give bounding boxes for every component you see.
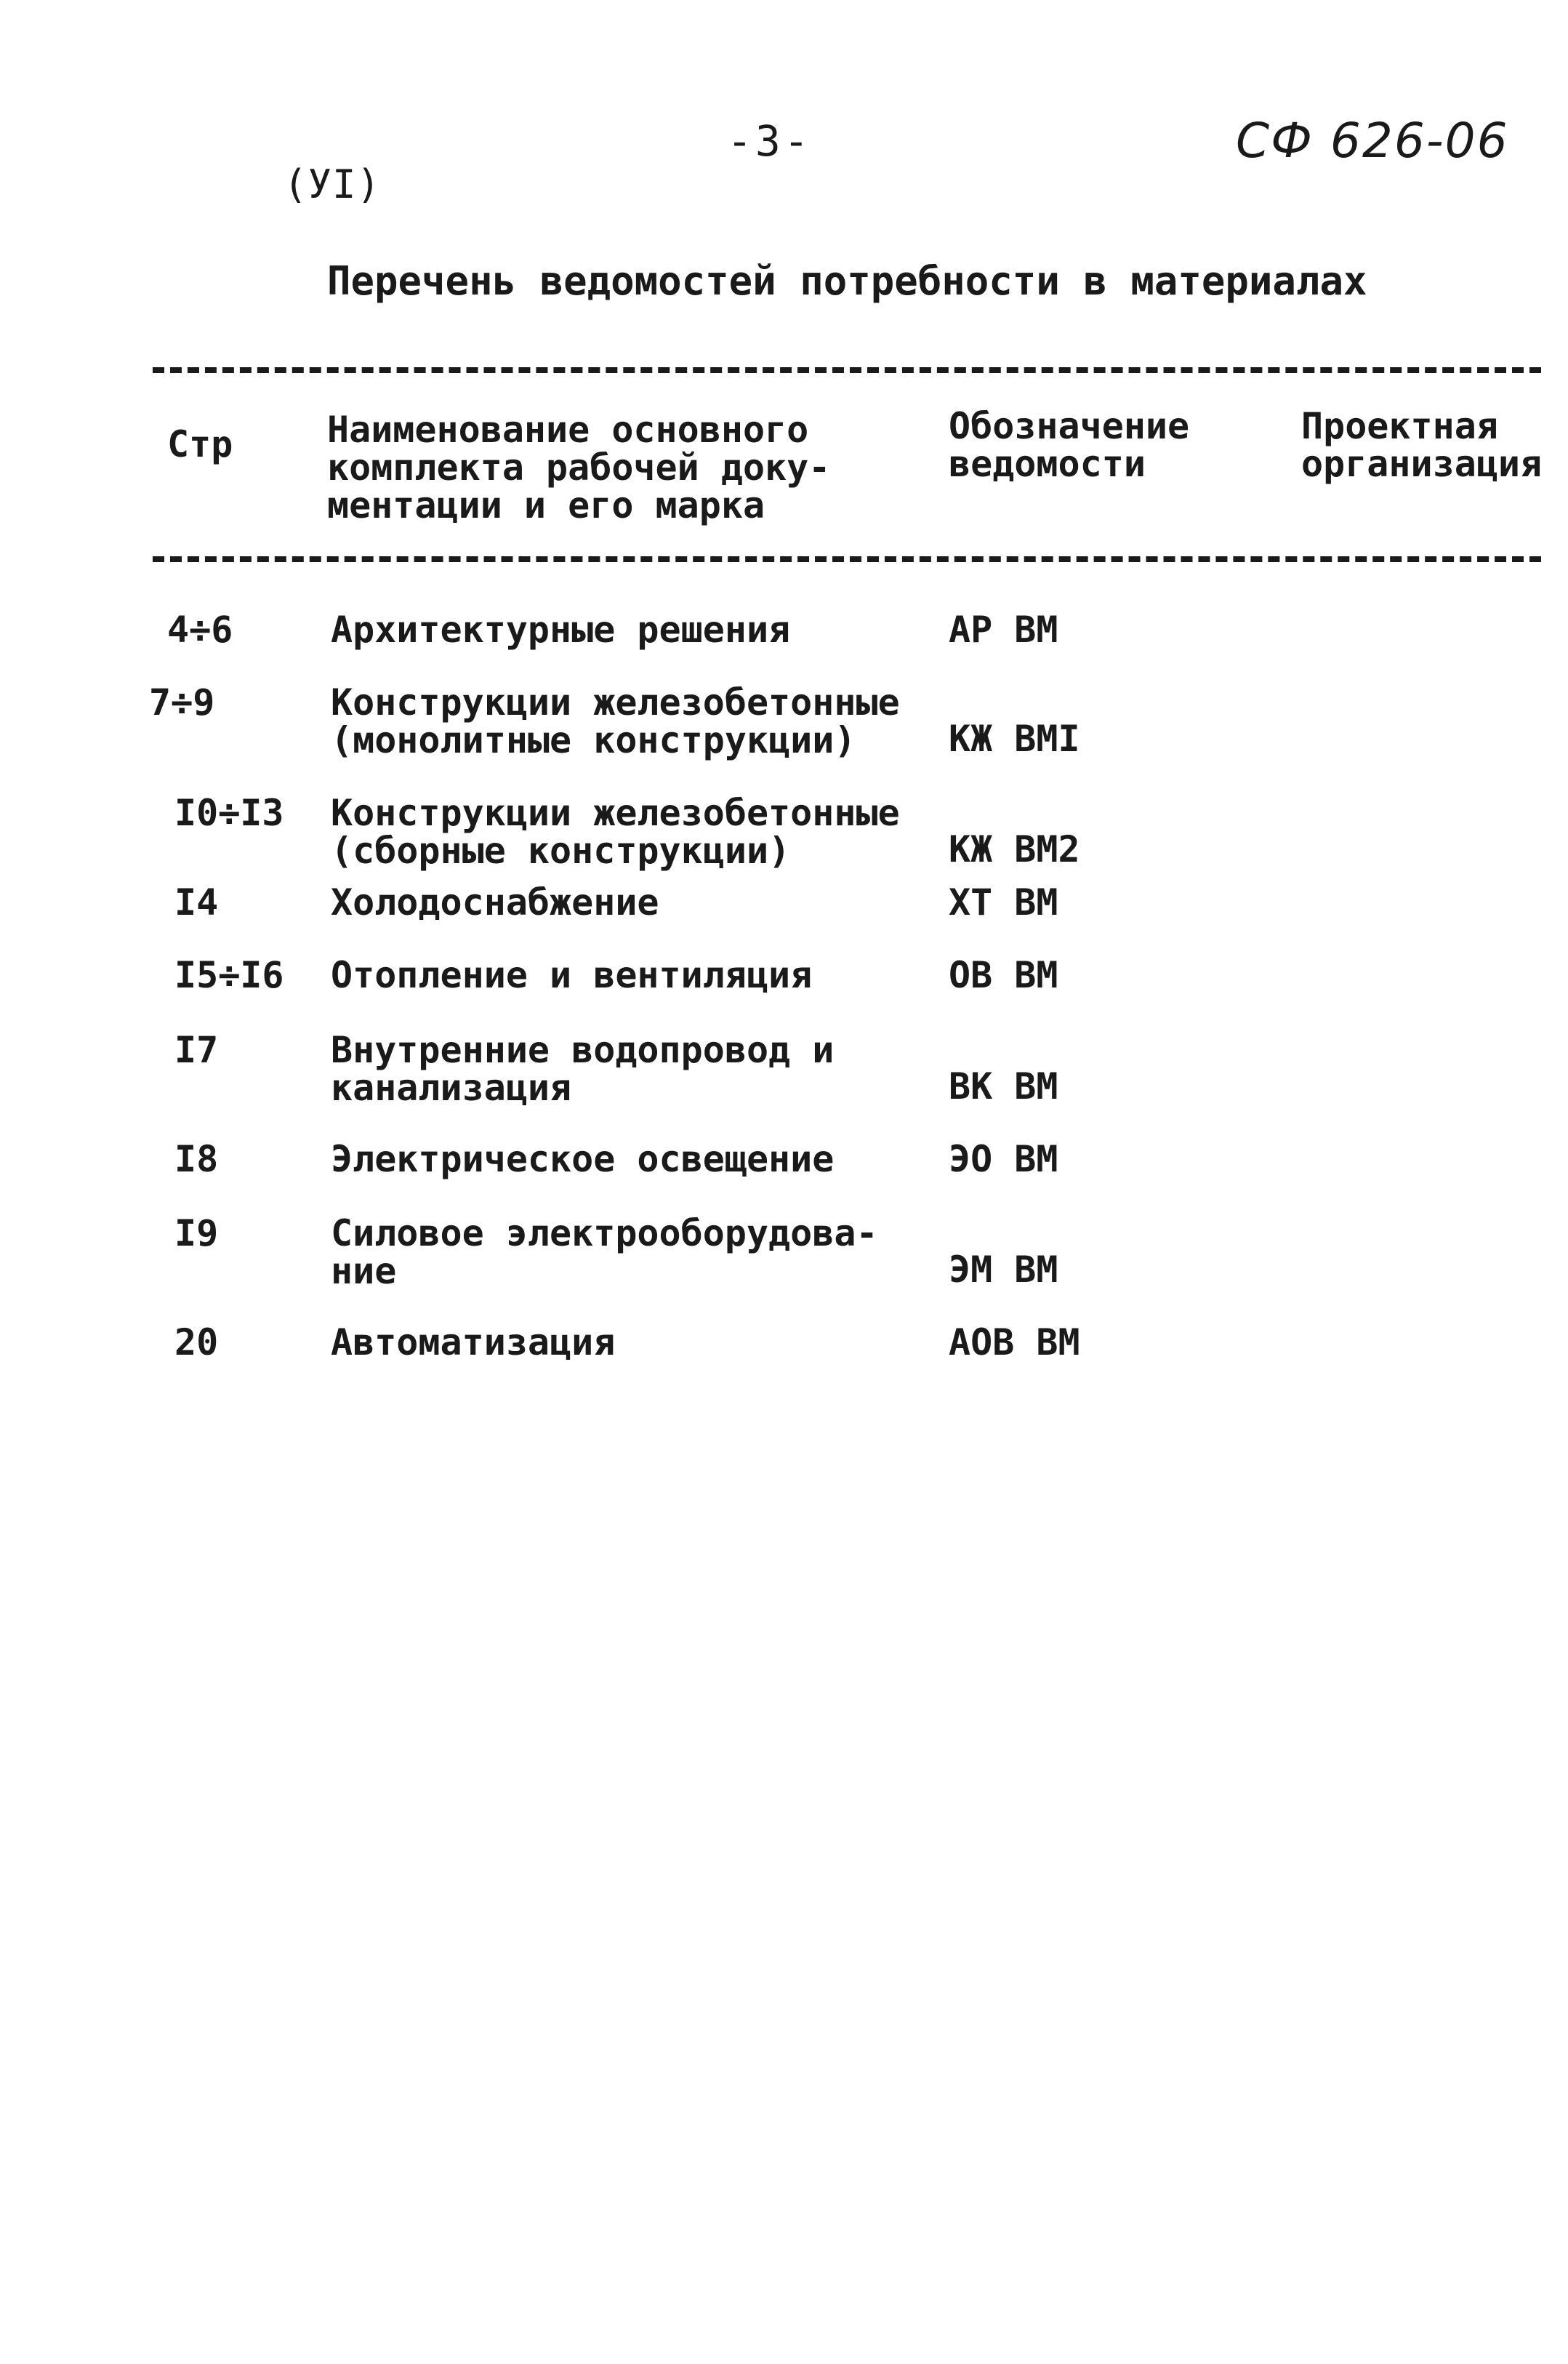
row-name — [331, 681, 900, 761]
row-code: ОВ ВМ — [949, 954, 1058, 996]
table-top-rule — [153, 367, 1541, 373]
row-name-line: Холодоснабжение — [331, 881, 659, 923]
row-page: I5÷I6 — [174, 954, 284, 996]
row-name-line: (монолитные конструкции) — [331, 719, 856, 761]
row-page: I9 — [174, 1212, 219, 1254]
row-code: ВК ВМ — [949, 1065, 1058, 1107]
row-name — [331, 881, 659, 923]
row-page: 4÷6 — [167, 609, 233, 651]
row-code: КЖ ВМ2 — [949, 828, 1080, 870]
row-page: I8 — [174, 1138, 219, 1180]
header-page: Стр — [167, 423, 233, 465]
header-code — [949, 407, 1189, 483]
row-name — [331, 1031, 834, 1107]
row-code: ЭО ВМ — [949, 1138, 1058, 1180]
row-name — [331, 1323, 615, 1361]
row-name — [331, 1140, 834, 1178]
row-name-line: канализация — [331, 1067, 572, 1109]
row-code: ХТ ВМ — [949, 881, 1058, 923]
header-name-line: ментации и его марка — [327, 484, 765, 526]
row-name-line: Отопление и вентиляция — [331, 954, 813, 996]
section-number: (УI) — [284, 161, 382, 207]
row-code: ЭМ ВМ — [949, 1249, 1058, 1291]
row-page: I4 — [174, 881, 219, 923]
row-code: АР ВМ — [949, 609, 1058, 651]
row-page: I7 — [174, 1029, 219, 1071]
header-code-line: Обозначение — [949, 405, 1190, 447]
page-number: -3- — [727, 116, 812, 166]
row-name — [331, 956, 812, 994]
row-name — [331, 1214, 878, 1290]
row-name-line: (сборные конструкции) — [331, 830, 791, 872]
row-name — [331, 794, 900, 870]
page-title: Перечень ведомостей потребности в материалах — [327, 258, 1367, 304]
row-page: 7÷9 — [149, 681, 215, 724]
row-name-line: ние — [331, 1250, 397, 1292]
header-name-line: комплекта рабочей доку- — [327, 446, 831, 489]
row-name-line: Конструкции железобетонные — [331, 792, 900, 834]
header-name-line: Наименование основного — [327, 409, 809, 451]
row-name-line: Электрическое освещение — [331, 1138, 835, 1180]
row-name — [331, 611, 790, 649]
header-code-line: ведомости — [949, 443, 1146, 485]
row-name-line: Конструкции железобетонные — [331, 681, 900, 724]
header-name — [327, 411, 830, 524]
row-code: АОВ ВМ — [949, 1321, 1080, 1363]
header-org-line: Проектная — [1301, 405, 1498, 447]
header-org-line: организация — [1301, 443, 1543, 485]
table-header-rule — [153, 556, 1541, 562]
row-page: 20 — [174, 1321, 219, 1363]
row-code: КЖ ВМI — [949, 718, 1080, 760]
row-name-line: Архитектурные решения — [331, 609, 791, 651]
row-name-line: Внутренние водопровод и — [331, 1029, 835, 1071]
row-name-line: Силовое электрооборудова- — [331, 1212, 878, 1254]
document-code: СФ 626-06 — [1236, 113, 1509, 169]
row-page: I0÷I3 — [174, 792, 284, 834]
header-org — [1301, 407, 1542, 483]
row-name-line: Автоматизация — [331, 1321, 616, 1363]
